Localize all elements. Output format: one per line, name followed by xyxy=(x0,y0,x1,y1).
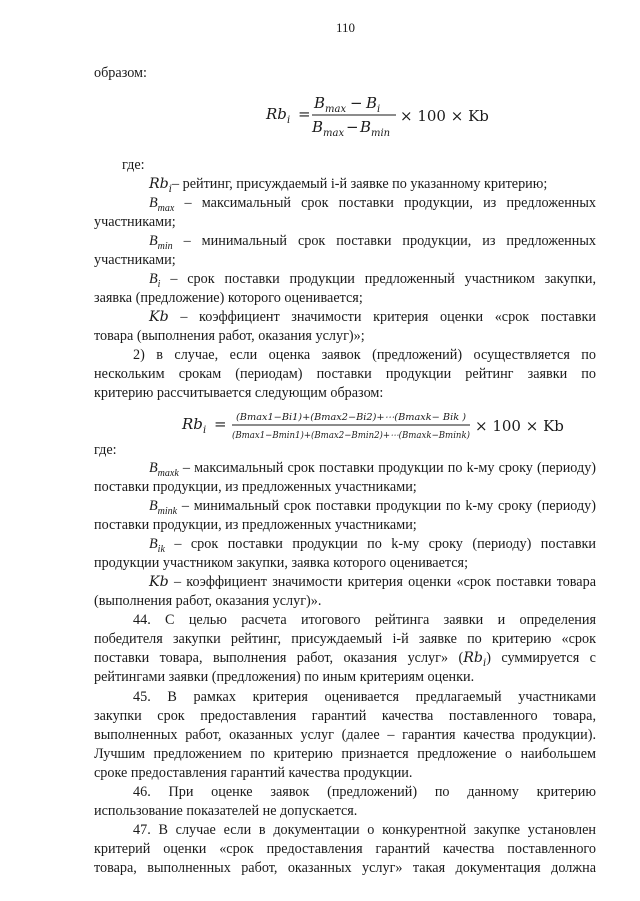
definition-line: $Rb_i-$ рейтинг, присуждаемый i-й заявке по указанному критерию; xyxy=(149,176,548,195)
text-line: товара, выполненных работ, оказанных услуг» такая документация должна xyxy=(94,860,596,876)
definition-line: $B_i$ – срок поставки продукции предложенный участником закупки, xyxy=(149,271,596,290)
formula-lhs-sub: i xyxy=(287,115,291,126)
paragraph-47: 47. В случае если в документации о конкурентной закупке установлен xyxy=(133,822,596,838)
definition-line: $B_{max}$ – максимальный срок поставки продукции, из предложенных xyxy=(149,195,597,214)
formula2-lhs-sub: i xyxy=(203,425,207,436)
text-line: рейтингами заявки (предложения) по иным критериям оценки. xyxy=(94,669,475,685)
text-line: 2) в случае, если оценка заявок (предложений) осуществляется по xyxy=(133,347,596,363)
formula-lhs: Rb xyxy=(266,105,287,123)
formula-num-sub1: max xyxy=(325,104,347,115)
text-line: заявка (предложение) которого оценивается; xyxy=(94,290,363,306)
text-line: участниками; xyxy=(94,214,176,230)
formula-times: × 100 × Kb xyxy=(400,107,489,125)
formula-den-sub1: max xyxy=(323,128,345,139)
definition-line: $B_{mink}$ – минимальный срок поставки продукции по k-му сроку (периоду) xyxy=(149,498,597,517)
text-line: Лучшим предложением по критерию признается предложение о наибольшем xyxy=(94,746,596,762)
definition-line: Kb – коэффициент значимости критерия оценки «срок поставки xyxy=(149,309,597,325)
text-line: критерий оценки «срок предоставления гарантий качества поставленного xyxy=(94,841,596,857)
formula-den-sub2: min xyxy=(371,128,391,139)
text-line: участниками; xyxy=(94,252,176,268)
text-line: использование показателей не допускается. xyxy=(94,803,358,819)
formula-eq: = xyxy=(298,105,311,123)
text-line: (выполнения работ, оказания услуг)». xyxy=(94,593,322,609)
definition-line: Kb – коэффициент значимости критерия оценки «срок поставки товара xyxy=(149,574,596,590)
definition-line: $B_{maxk}$ – максимальный срок поставки продукции по k-му сроку (периоду) xyxy=(149,460,597,479)
definition-line: $B_{ik}$ – срок поставки продукции по k-му сроку (периоду) поставки xyxy=(149,536,597,555)
text-line: критерию рассчитывается следующим образом: xyxy=(94,385,384,401)
formula2-times: × 100 × Kb xyxy=(475,417,564,435)
definition-line: $B_{min}$ – минимальный срок поставки продукции, из предложенных xyxy=(149,233,596,252)
text-line: выполненных работ, оказанных услуг (далее – гарантия качества продукции). xyxy=(94,727,596,743)
text-line: сроке предоставления гарантий качества продукции. xyxy=(94,765,413,781)
text-line: образом: xyxy=(94,65,147,81)
text-line: поставки продукции, из предложенных участниками; xyxy=(94,517,417,533)
text-line: победителя закупки рейтинг, присуждаемый i-й заявке по критерию «срок xyxy=(94,631,596,647)
text-line: поставки товара, выполнения работ, оказания услуг» $(Rb_i)$ суммируется с xyxy=(94,650,596,669)
formula-minus: − xyxy=(350,94,363,112)
paragraph-45: 45. В рамках критерия оценивается предлагаемый участниками xyxy=(133,689,596,705)
text-line: нескольким срокам (периодам) поставки продукции рейтинг заявки по xyxy=(94,366,596,382)
formula-den-b2: B xyxy=(360,118,372,136)
text-line: закупки срок предоставления гарантий качества поставленного товара, xyxy=(94,708,596,724)
page-number: 110 xyxy=(336,20,356,35)
paragraph-44: 44. С целью расчета итогового рейтинга заявки и определения xyxy=(133,612,596,628)
text-line: продукции участником закупки, заявка которого оценивается; xyxy=(94,555,469,571)
formula-num-b2: B xyxy=(366,94,378,112)
formula-den-b1: B xyxy=(312,118,324,136)
formula2-numerator: (Bmax1−Bi1)+(Bmax2−Bi2)+⋯(Bmaxk− Bik ) xyxy=(236,413,449,423)
formula-rating-multiple xyxy=(182,402,564,446)
text-line: поставки продукции, из предложенных участниками; xyxy=(94,479,417,495)
svg-text:−: − xyxy=(346,118,359,136)
formula2-eq: = xyxy=(214,415,227,433)
formula-num-sub2: i xyxy=(377,104,381,115)
text-line: где: xyxy=(122,157,145,173)
text-line: товара (выполнения работ, оказания услуг)»; xyxy=(94,328,365,344)
formula-rating-single xyxy=(252,90,492,140)
formula-num-b1: B xyxy=(314,94,326,112)
formula2-denominator: (Bmax1−Bmin1)+(Bmax2−Bmin2)+⋯(Bmaxk−Bmink) xyxy=(232,431,482,441)
formula2-lhs: Rb xyxy=(182,415,203,433)
text-line: где: xyxy=(94,442,117,458)
paragraph-46: 46. При оценке заявок (предложений) по данному критерию xyxy=(133,784,596,800)
